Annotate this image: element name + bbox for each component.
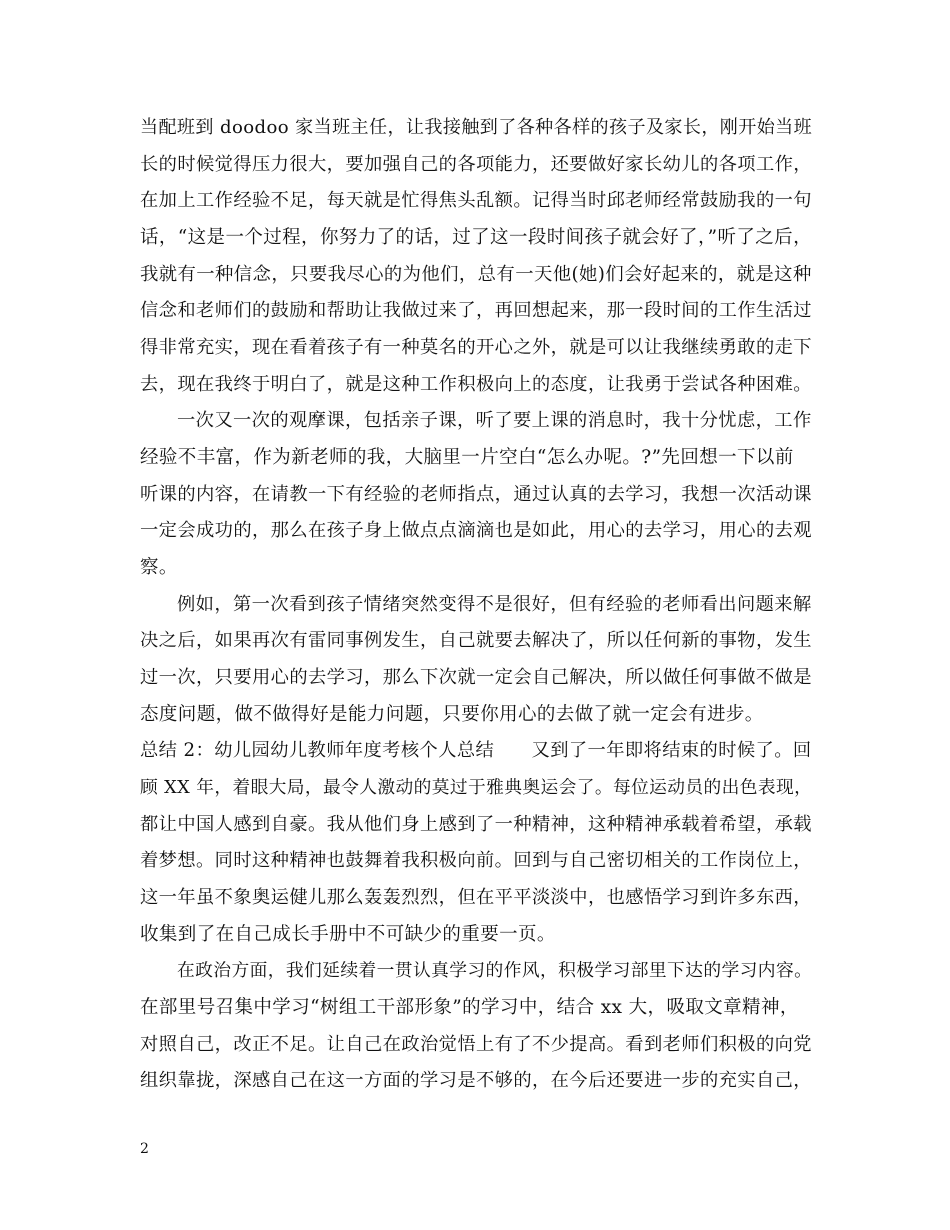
paragraph-line: 在加上工作经验不足，每天就是忙得焦头乱额。记得当时邱老师经常鼓励我的一句 (140, 190, 812, 211)
paragraph-line: 我就有一种信念，只要我尽心的为他们，总有一天他(她)们会好起来的，就是这种 (140, 264, 812, 285)
paragraph-line: 话，“这是一个过程，你努力了的话，过了这一段时间孩子就会好了，”听了之后， (140, 227, 812, 248)
paragraph-line: 在部里号召集中学习“树组工干部形象”的学习中，结合 xx 大，吸取文章精神， (140, 997, 799, 1018)
paragraph-line: 得非常充实，现在看着孩子有一种莫名的开心之外，就是可以让我继续勇敢的走下 (140, 337, 812, 358)
paragraph-line: 听课的内容，在请教一下有经验的老师指点，通过认真的去学习，我想一次活动课 (140, 484, 812, 505)
paragraph-line: 信念和老师们的鼓励和帮助让我做过来了，再回想起来，那一段时间的工作生活过 (140, 300, 812, 321)
paragraph-line: 经验不丰富，作为新老师的我，大脑里一片空白“怎么办呢。?”先回想一下以前 (140, 447, 794, 468)
page-number: 2 (140, 1141, 149, 1157)
paragraph-line: 顾 XX 年，着眼大局，最令人激动的莫过于雅典奥运会了。每位运动员的出色表现， (140, 778, 813, 798)
paragraph-line: 组织靠拢，深感自己在这一方面的学习是不够的，在今后还要进一步的充实自己， (140, 1070, 812, 1091)
paragraph-line: 对照自己，改正不足。让自己在政治觉悟上有了不少提高。看到老师们积极的向党 (140, 1034, 812, 1055)
paragraph-line: 例如，第一次看到孩子情绪突然变得不是很好，但有经验的老师看出问题来解 (177, 594, 812, 615)
paragraph-line: 一次又一次的观摩课，包括亲子课，听了要上课的消息时，我十分忧虑，工作 (177, 410, 812, 431)
paragraph-line: 总结 2：幼儿园幼儿教师年度考核个人总结 又到了一年即将结束的时候了。回 (140, 740, 812, 761)
paragraph-line: 察。 (140, 557, 178, 578)
paragraph-line: 长的时候觉得压力很大，要加强自己的各项能力，还要做好家长幼儿的各项工作， (140, 154, 812, 175)
paragraph-line: 着梦想。同时这种精神也鼓舞着我积极向前。回到与自己密切相关的工作岗位上， (140, 850, 812, 871)
paragraph-line: 决之后，如果再次有雷同事例发生，自己就要去解决了，所以任何新的事物，发生 (140, 630, 812, 651)
paragraph-line: 这一年虽不象奥运健儿那么轰轰烈烈，但在平平淡淡中，也感悟学习到许多东西， (140, 887, 812, 908)
paragraph-line: 当配班到 doodoo 家当班主任，让我接触到了各种各样的孩子及家长，刚开始当班 (140, 117, 813, 138)
paragraph-line: 在政治方面，我们延续着一贯认真学习的作风，积极学习部里下达的学习内容。 (177, 961, 813, 981)
paragraph-line: 收集到了在自己成长手册中不可缺少的重要一页。 (140, 924, 556, 945)
paragraph-line: 态度问题，做不做得好是能力问题，只要你用心的去做了就一定会有进步。 (140, 704, 764, 725)
paragraph-line: 去，现在我终于明白了，就是这种工作积极向上的态度，让我勇于尝试各种困难。 (140, 374, 812, 395)
paragraph-line: 都让中国人感到自豪。我从他们身上感到了一种精神，这种精神承载着希望，承载 (140, 814, 812, 835)
paragraph-line: 一定会成功的，那么在孩子身上做点点滴滴也是如此，用心的去学习，用心的去观 (140, 520, 812, 541)
paragraph-line: 过一次，只要用心的去学习，那么下次就一定会自己解决，所以做任何事做不做是 (140, 667, 812, 688)
